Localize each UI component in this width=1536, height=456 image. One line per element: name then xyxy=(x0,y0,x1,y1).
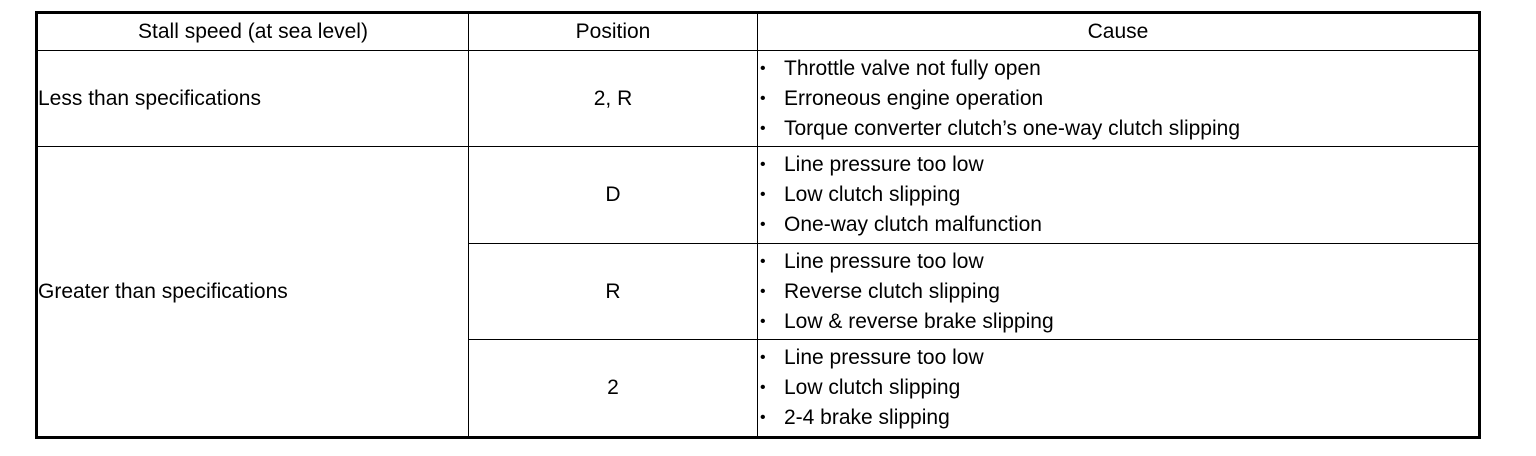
cause-list xyxy=(758,150,1478,240)
cause-text: One-way clutch malfunction xyxy=(784,213,1042,237)
cause-item xyxy=(758,277,1478,307)
bullet-icon: • xyxy=(760,59,766,77)
cause-text: Erroneous engine operation xyxy=(784,86,1044,110)
position-cell: 2, R xyxy=(469,51,758,147)
cause-text: Low clutch slipping xyxy=(784,183,961,207)
bullet-icon: • xyxy=(760,409,766,427)
cause-item xyxy=(758,54,1478,84)
cause-text: Reverse clutch slipping xyxy=(784,279,1000,303)
position-cell: D xyxy=(469,147,758,243)
cause-text: Low clutch slipping xyxy=(784,376,961,400)
bullet-icon: • xyxy=(760,119,766,137)
cause-list xyxy=(758,343,1478,433)
header-position: Position xyxy=(469,13,758,51)
table-row xyxy=(37,51,1480,147)
cause-text: Torque converter clutch’s one-way clutch slipping xyxy=(784,116,1241,140)
cause-item xyxy=(758,180,1478,210)
cause-cell xyxy=(758,147,1480,243)
cause-item xyxy=(758,307,1478,337)
cause-list xyxy=(758,247,1478,337)
bullet-icon: • xyxy=(760,252,766,270)
bullet-icon: • xyxy=(760,156,766,174)
cause-item xyxy=(758,403,1478,433)
bullet-icon: • xyxy=(760,282,766,300)
cause-text: Throttle valve not fully open xyxy=(784,56,1041,80)
cause-item xyxy=(758,373,1478,403)
bullet-icon: • xyxy=(760,349,766,367)
bullet-icon: • xyxy=(760,186,766,204)
header-cause: Cause xyxy=(758,13,1480,51)
table-row xyxy=(37,147,1480,243)
header-stall-speed: Stall speed (at sea level) xyxy=(37,13,469,51)
cause-text: Line pressure too low xyxy=(784,346,984,370)
position-cell: 2 xyxy=(469,340,758,438)
bullet-icon: • xyxy=(760,312,766,330)
cause-cell xyxy=(758,340,1480,438)
cause-item xyxy=(758,210,1478,240)
bullet-icon: • xyxy=(760,216,766,234)
table-header-row xyxy=(37,13,1480,51)
position-cell: R xyxy=(469,243,758,339)
cause-text: Line pressure too low xyxy=(784,249,984,273)
cause-item xyxy=(758,343,1478,373)
cause-cell xyxy=(758,243,1480,339)
cause-text: Line pressure too low xyxy=(784,153,984,177)
stall-speed-table xyxy=(35,11,1481,439)
cause-cell xyxy=(758,51,1480,147)
cause-item xyxy=(758,114,1478,144)
cause-list xyxy=(758,54,1478,144)
cause-text: Low & reverse brake slipping xyxy=(784,309,1054,333)
cause-item xyxy=(758,150,1478,180)
bullet-icon: • xyxy=(760,379,766,397)
cause-item xyxy=(758,247,1478,277)
stall-speed-cell: Less than specifications xyxy=(37,51,469,147)
stall-speed-cell: Greater than specifications xyxy=(37,147,469,438)
bullet-icon: • xyxy=(760,89,766,107)
cause-text: 2-4 brake slipping xyxy=(784,406,950,430)
cause-item xyxy=(758,84,1478,114)
